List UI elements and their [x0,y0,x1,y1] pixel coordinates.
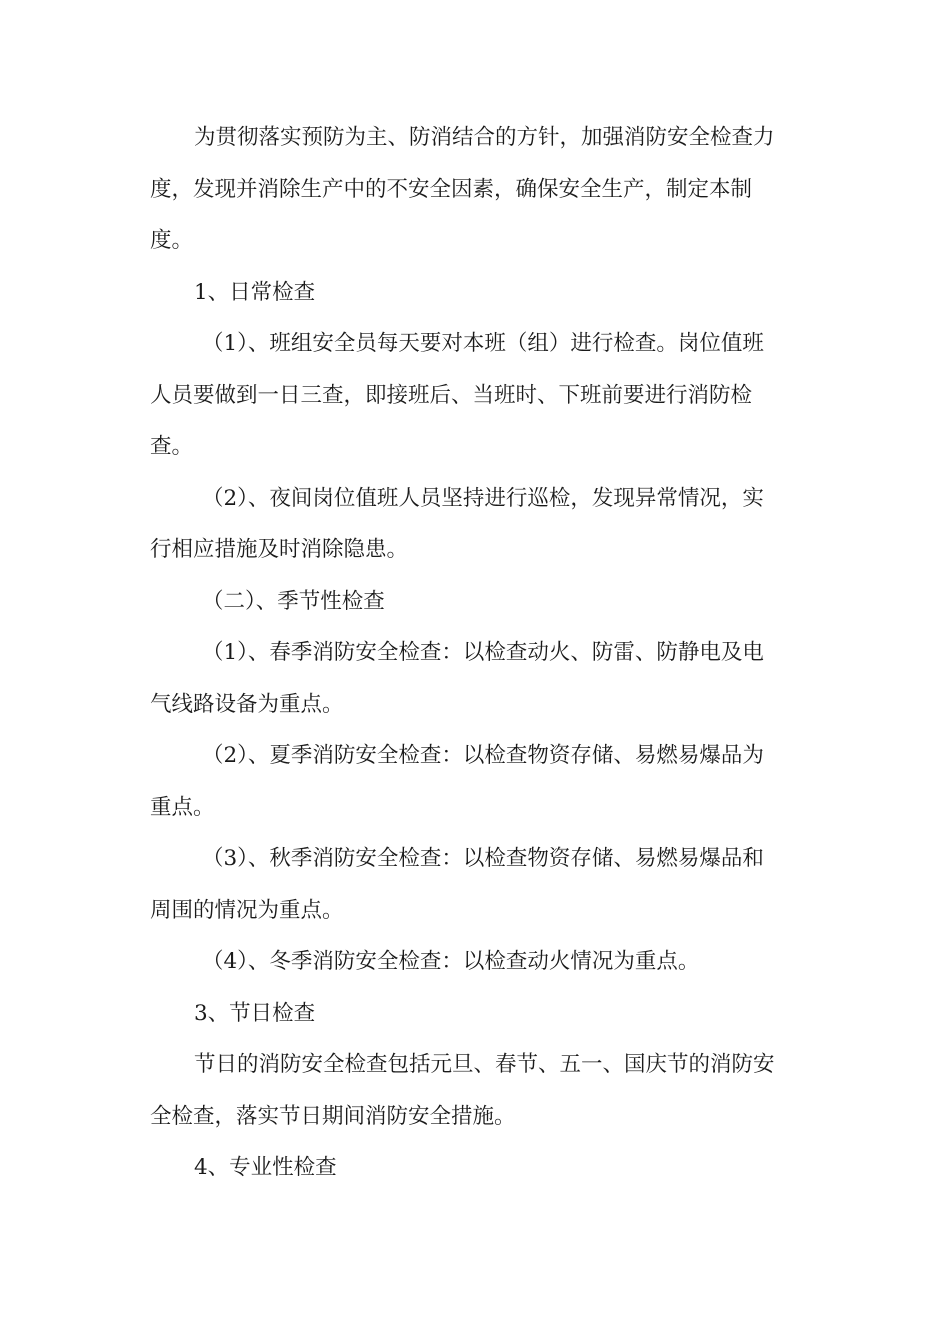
holiday-item-1 [150,1039,800,1142]
text-line: 周围的情况为重点。 [150,897,344,923]
heading-text: 3、节日检查 [194,1000,316,1026]
text-line: （4）、冬季消防安全检查：以检查动火情况为重点。 [202,949,700,974]
text-line: 气线路设备为重点。 [150,691,344,717]
text-line: 人员要做到一日三查，即接班后、当班时、下班前要进行消防检 [150,382,753,408]
text-line: （3）、秋季消防安全检查：以检查物资存储、易燃易爆品和 [202,846,764,871]
text-line: （2）、夜间岗位值班人员坚持进行巡检，发现异常情况，实 [202,485,764,511]
text-line: 全检查，落实节日期间消防安全措施。 [150,1103,516,1129]
section-heading-seasonal [150,576,800,628]
heading-text: 1、日常检查 [194,279,316,305]
text-line: 查。 [150,434,194,459]
text-line: （1）、班组安全员每天要对本班（组）进行检查。岗位值班 [202,331,764,356]
text-line: （1）、春季消防安全检查：以检查动火、防雷、防静电及电 [202,640,764,665]
daily-item-1 [150,318,800,473]
text-line: 为贯彻落实预防为主、防消结合的方针，加强消防安全检查力 [194,125,775,150]
daily-item-2 [150,473,800,576]
document-page [150,112,800,1194]
seasonal-item-4 [150,936,800,988]
text-line: 节日的消防安全检查包括元旦、春节、五一、国庆节的消防安 [194,1052,775,1077]
text-line: （2）、夏季消防安全检查：以检查物资存储、易燃易爆品为 [202,743,764,768]
section-heading-professional [150,1142,800,1194]
heading-text: 4、专业性检查 [194,1155,337,1180]
section-heading-holiday [150,988,800,1040]
text-line: 度，发现并消除生产中的不安全因素，确保安全生产，制定本制 [150,176,753,202]
heading-text: （二）、季节性检查 [202,588,385,614]
text-line: 行相应措施及时消除隐患。 [150,537,409,562]
text-line: 重点。 [150,794,215,820]
section-heading-daily [150,267,800,319]
seasonal-item-1 [150,627,800,730]
intro-paragraph [150,112,800,267]
seasonal-item-2 [150,730,800,833]
text-line: 度。 [150,228,194,253]
seasonal-item-3 [150,833,800,936]
